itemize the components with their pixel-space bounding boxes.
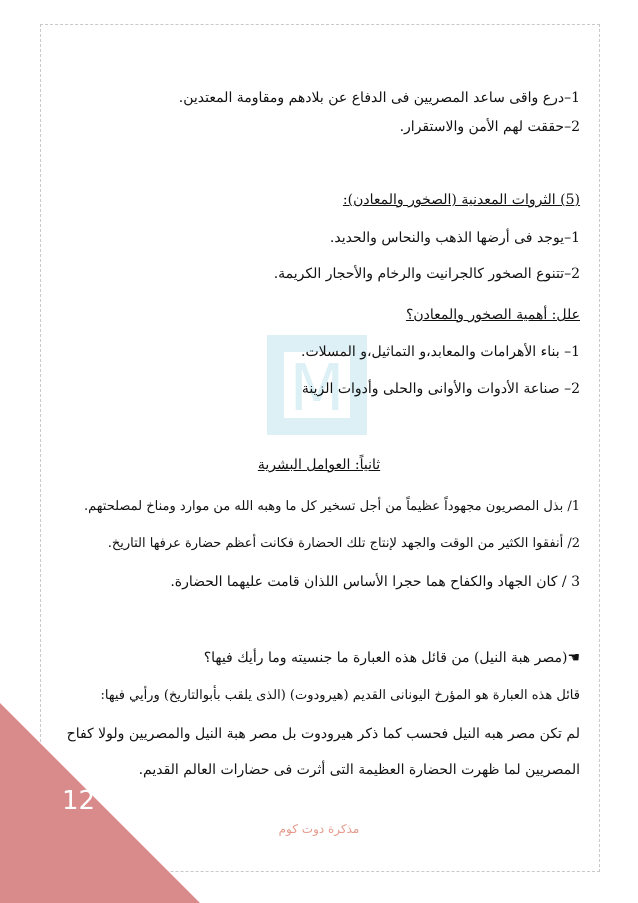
heading-why: علل: أهمية الصخور والمعادن؟ (405, 307, 580, 323)
answer-1: قائل هذه العبارة هو المؤرخ اليونانى القديم (هيرودوت) (الذى يلقب بأبوالتاريخ) ورأيي فيها: (100, 688, 580, 703)
line-1: 1–درع واقى ساعد المصريين فى الدفاع عن بلادهم ومقاومة المعتدين. (178, 90, 580, 106)
footer-brand: مذكرة دوت كوم (278, 822, 360, 836)
line-6: 2– صناعة الأدوات والأوانى والحلى وأدوات الزينة (301, 381, 580, 397)
heading-minerals: (5) الثروات المعدنية (الصخور والمعادن): (342, 192, 580, 208)
line-5: 1– بناء الأهرامات والمعابد،و التماثيل،و المسلات. (301, 344, 580, 360)
line-4: 2–تتنوع الصخور كالجرانيت والرخام والأحجار الكريمة. (273, 266, 580, 282)
line-7: 1/ بذل المصريون مجهوداً عظيماً من أجل تسخير كل ما وهبه الله من موارد ومناخ لمصلحتهم. (84, 499, 580, 514)
answer-2: لم تكن مصر هبه النيل فحسب كما ذكر هيرودوت بل مصر هبة النيل والمصريين ولولا كفاح (66, 726, 580, 742)
heading-human-factors: ثانياً: العوامل البشرية (257, 457, 381, 473)
line-8: 2/ أنفقوا الكثير من الوقت والجهد لإنتاج تلك الحضارة فكانت أعظم حضارة عرفها التاريخ. (107, 536, 580, 551)
corner-decoration (0, 703, 200, 903)
svg-text:M: M (289, 352, 345, 426)
answer-3: المصريين لما ظهرت الحضارة العظيمة التى أثرت فى حضارات العالم القديم. (138, 762, 580, 778)
page-number: 12 (62, 786, 96, 816)
line-3: 1–يوجد فى أرضها الذهب والنحاس والحديد. (329, 230, 580, 246)
question: ☚(مصر هبة النيل) من قائل هذه العبارة ما جنسيته وما رأيك فيها؟ (203, 650, 580, 666)
line-9: 3 / كان الجهاد والكفاح هما حجرا الأساس اللذان قامت عليهما الحضارة. (170, 574, 580, 590)
line-2: 2–حققت لهم الأمن والاستقرار. (399, 119, 580, 135)
